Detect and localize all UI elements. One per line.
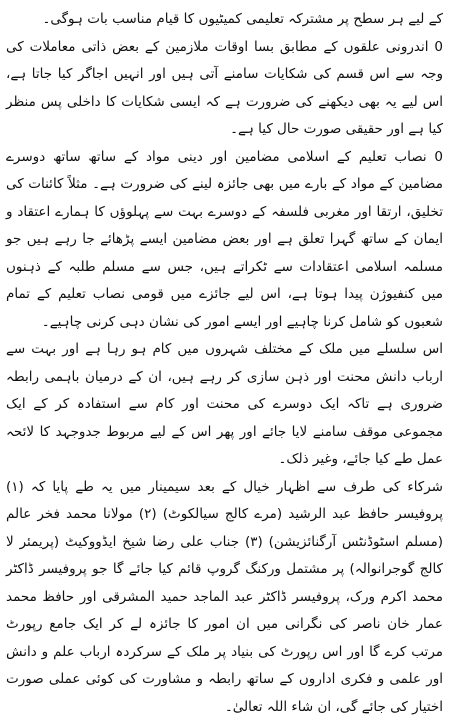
paragraph-coordination: اس سلسلے میں ملک کے مختلف شہروں میں کام ہو رہا ہے اور بہت سے ارباب دانش محنت اور ذہن سازی کر رہے ہیں، ان کے درمیان باہمی رابطہ ضروری ہے تاکہ ایک دوسرے کی محنت اور کام سے استفادہ کر کے ایک مجموعی موقف سامنے لایا جائے اور پھر اس کے لیے مربوط جدوجہد کا لائحہ عمل طے کیا جائے، وغیر ذلک۔	[6, 336, 443, 474]
paragraph-working-group: شرکاء کی طرف سے اظہار خیال کے بعد سیمینار میں یہ طے پایا کہ (۱) پروفیسر حافظ عبد الرشید (مرے کالج سیالکوٹ) (۲) مولانا محمد فخر عالم (مسلم اسٹوڈنٹس آرگنائزیشن) (۳) جناب علی رضا شیخ ایڈووکیٹ (پریمئر لا کالج گوجرانوالہ) پر مشتمل ورکنگ گروپ قائم کیا جائے گا جو پروفیسر ڈاکٹر محمد اکرم ورک، پروفیسر ڈاکٹر عبد الماجد حمید المشرقی اور حافظ محمد عمار خان ناصر کی نگرانی میں ان امور کا جائزہ لے کر ایک جامع رپورٹ مرتب کرے گا اور اس رپورٹ کی بنیاد پر ملک کے سرکردہ ارباب علم و دانش اور علمی و فکری اداروں کے ساتھ رابطہ و مشاورت کی کوئی عملی صورت اختیار کی جائے گی، ان شاء اللہ تعالیٰ۔	[6, 474, 443, 721]
paragraph-continuation: کے لیے ہر سطح پر مشترکہ تعلیمی کمیٹیوں کا قیام مناسب بات ہوگی۔	[6, 6, 443, 34]
paragraph-internal-complaints: 0 اندرونی علقوں کے مطابق بسا اوقات ملازمین کے بعض ذاتی معاملات کی وجہ سے اس قسم کی شکایات سامنے آتی ہیں اور انہیں اجاگر کیا جاتا ہے، اس لیے یہ بھی دیکھنے کی ضرورت ہے کہ ایسی شکایات کا داخلی پس منظر کیا ہے اور حقیقی صورت حال کیا ہے۔	[6, 34, 443, 144]
paragraph-curriculum-review: 0 نصاب تعلیم کے اسلامی مضامین اور دینی مواد کے ساتھ ساتھ دوسرے مضامین کے مواد کے بارے میں بھی جائزہ لینے کی ضرورت ہے۔ مثلاً کائنات کی تخلیق، ارتقا اور مغربی فلسفہ کے دوسرے بہت سے پہلوؤں کا ہمارے اعتقاد و ایمان کے ساتھ گہرا تعلق ہے اور بعض مضامین ایسے پڑھائے جا رہے ہیں جو مسلمہ اسلامی اعتقادات سے ٹکراتے ہیں، جس سے مسلم طلبہ کے ذہنوں میں کنفیوژن پیدا ہوتا ہے، اس لیے جائزے میں قومی نصاب تعلیم کے تمام شعبوں کو شامل کرنا چاہیے اور ایسے امور کی نشان دہی کرنی چاہیے۔	[6, 144, 443, 337]
